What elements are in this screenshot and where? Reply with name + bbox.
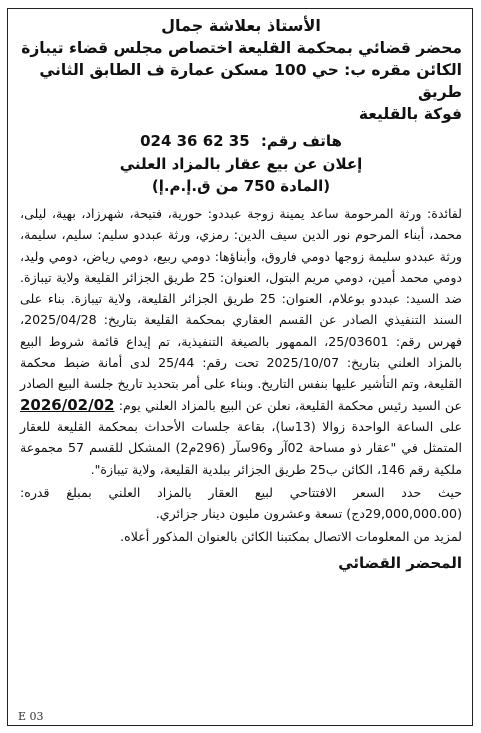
office-address-line-2: فوكة بالقليعة (358, 105, 462, 123)
notice-body-paragraph-3: لمزيد من المعلومات الاتصال بمكتبنا الكائن بالعنوان المذكور أعلاه. (120, 529, 462, 545)
notice-frame (7, 8, 473, 726)
phone-number: 024 36 62 35 (140, 132, 250, 150)
notice-title: إعلان عن بيع عقار بالمزاد العلني (119, 155, 363, 173)
notice-body-paragraph-1 (20, 203, 462, 480)
paragraph-1-continued: على الساعة الواحدة زوالا (13سا)، بقاعة جلسات الأحداث بمحكمة القليعة للعقار المتمثل في "عقار ذو مساحة 02آر و96سآر (296م2) المشكل للقسم 57 مجموعة ملكية رقم 146، الكائن ب25 طريق الجزائر ببلدية القليعة، ولاية تيبازة". (20, 418, 462, 477)
office-description: محضر قضائي بمحكمة القليعة اختصاص مجلس قضاء تيبازة (21, 39, 462, 57)
phone-label: هاتف رقم: (260, 132, 342, 150)
sale-date: 2026/02/02 (20, 395, 115, 414)
footer-code: E 03 (18, 710, 44, 723)
bailiff-name: الأستاذ بعلاشة جمال (161, 16, 321, 35)
phone-line (20, 129, 462, 153)
paragraph-1-text: لفائدة: ورثة المرحومة ساعد يمينة زوجة عبددو: حورية، فتيحة، شهرزاد، بهية، ليلى، محمد، أبناء المرحوم نور الدين سيف الدين: رمزي، ورثة عبددو سليم: سليم، سليمة، ورثة عبددو سليمة زوجها دومي فاروق، وأبناؤها: دومي ربيع، دومي رياض، دومي وليد، دومي محمد أمين، دومي مريم البتول، العنوان: 25 طريق الجزائر القليعة ولاية تيبازة. ضد السيد: عبددو بوعلام، العنوان: 25 طريق الجزائر القليعة، ولاية تيبازة. بناء على السند التنفيذي الصادر عن القسم العقاري بمحكمة القليعة بتاريخ: 2025/04/28، فهرس رقم: 25/03601، الممهور بالصيغة التنفيذية، تم إيداع قائمة شروط البيع بالمزاد العلني بتاريخ: 2025/10/07 تحت رقم: 25/44 لدى أمانة ضبط محكمة القليعة، وتم التأشير عليها بنفس التاريخ. وبناء على أمر بتحديد تاريخ جلسة البيع الصادر عن السيد رئيس محكمة القليعة، نعلن عن البيع بالمزاد العلني يوم: (20, 206, 463, 413)
office-address-line-1: الكائن مقره ب: حي 100 مسكن عمارة ف الطابق الثاني طريق (39, 61, 462, 101)
signature: المحضر القضائي (338, 553, 462, 572)
legal-article: (المادة 750 من ق.إ.م.إ) (151, 177, 331, 195)
notice-body-paragraph-2: حيث حدد السعر الافتتاحي لبيع العقار بالمزاد العلني بمبلغ قدره: (29,000,000.00دج) تسعة وعشرون مليون دينار جزائري. (20, 484, 462, 522)
